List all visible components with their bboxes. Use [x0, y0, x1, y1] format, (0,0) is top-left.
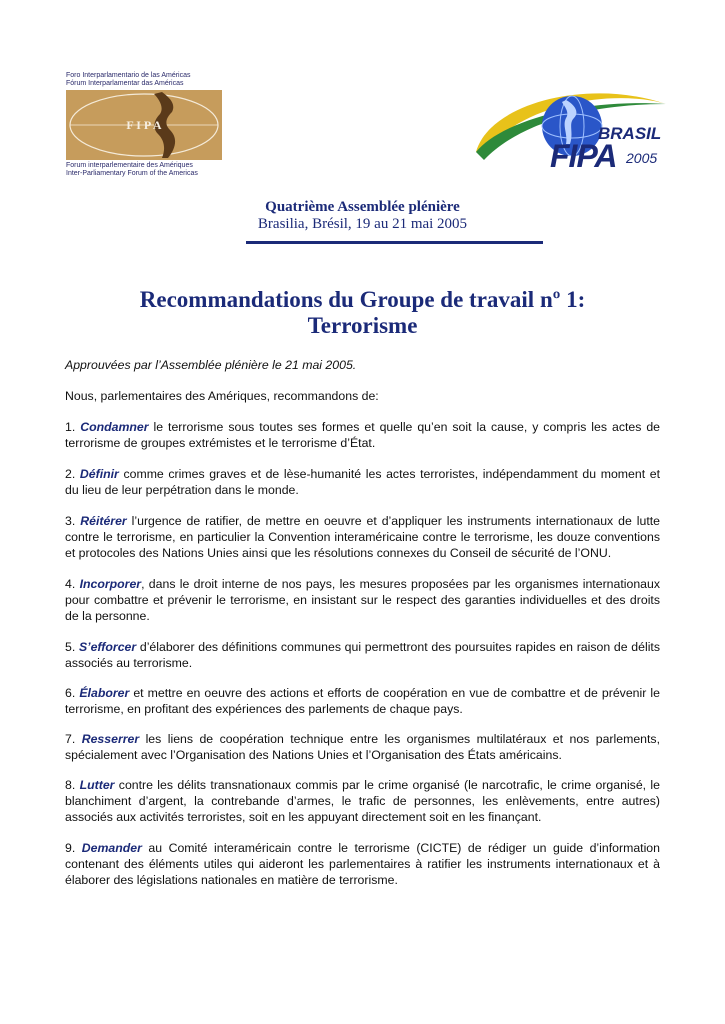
- item-verb: Demander: [81, 841, 142, 855]
- document-title-line-1: Recommandations du Groupe de travail nº 1:: [139, 287, 586, 312]
- item-number: 7.: [65, 732, 76, 746]
- recommendation-item-2: [65, 466, 660, 498]
- item-text: comme crimes graves et de lèse-humanité les actes terroristes, indépendamment du moment et du lieu de leur perpétration dans le monde.: [65, 467, 660, 497]
- document-title-line-2: Terrorisme: [307, 313, 418, 338]
- item-verb: Élaborer: [79, 686, 130, 700]
- item-verb: Réitérer: [80, 514, 127, 528]
- item-text: le terrorisme sous toutes ses formes et quelle qu’en soit la cause, y compris les actes de terrorisme de groupes extrémistes et le terrorisme d’État.: [65, 420, 661, 450]
- item-verb: Resserrer: [81, 732, 140, 746]
- recommendation-item-3: [65, 513, 660, 561]
- recommendation-item-8: [65, 777, 660, 825]
- item-number: 8.: [65, 778, 76, 792]
- logo-year-text: 2005: [626, 150, 658, 166]
- americas-map-emblem: [66, 90, 222, 160]
- assembly-name: Quatrième Assemblée plénière: [265, 199, 460, 215]
- item-number: 1.: [65, 420, 76, 434]
- item-verb: Définir: [79, 467, 119, 481]
- logo-bottom-line-1: Forum interparlementaire des Amériques: [66, 162, 193, 169]
- item-number: 9.: [65, 841, 76, 855]
- recommendation-item-7: [65, 731, 660, 763]
- fipa-logo-left: [66, 72, 226, 182]
- recommendation-item-6: [65, 685, 660, 717]
- item-verb: Incorporer: [79, 577, 142, 591]
- logo-bottom-line-2: Inter-Parliamentary Forum of the Americas: [66, 170, 198, 177]
- item-text: l’urgence de ratifier, de mettre en oeuvre et d’appliquer les instruments internationaux de lutte contre le terrorisme, en particulier la Convention interaméricaine contre le terrorisme, les douze conventions et protocoles des Nations Unies ainsi que les résolutions connexes du Conseil de sécurité de l’ONU.: [65, 514, 661, 560]
- item-text: au Comité interaméricain contre le terrorisme (CICTE) de rédiger un guide d’information contenant des éléments utiles qui aideront les parlementaires à ratifier les instruments internationaux et à élaborer des législations nationales en matière de terrorisme.: [65, 841, 660, 887]
- item-text: et mettre en oeuvre des actions et efforts de coopération en vue de combattre et de prévenir le terrorisme, en profitant des expériences des parlements de chaque pays.: [65, 686, 660, 716]
- item-number: 6.: [65, 686, 76, 700]
- header-divider: [246, 241, 543, 244]
- item-text: contre les délits transnationaux commis par le crime organisé (le narcotrafic, le crime organisé, le blanchiment d’argent, la contrebande d’armes, le trafic de personnes, les enlèvements, entre autres) associés aux activités terroristes, soit en les appuyant directement soit en les finançant.: [65, 778, 660, 824]
- item-text: les liens de coopération technique entre les organismes multilatéraux et nos parlements, spécialement avec l’Organisation des Nations Unies et l’Organisation des États américains.: [65, 732, 660, 762]
- approval-note: Approuvées par l’Assemblée plénière le 21 mai 2005.: [65, 358, 357, 372]
- item-number: 2.: [65, 467, 76, 481]
- item-verb: S’efforcer: [78, 640, 137, 654]
- item-number: 3.: [65, 514, 76, 528]
- fipa-brasil-logo: [470, 82, 670, 182]
- recommendation-item-4: [65, 576, 660, 624]
- logo-top-line-1: Foro Interparlamentario de las Américas: [66, 72, 191, 79]
- recommendation-item-1: [65, 419, 660, 451]
- recommendation-item-5: [65, 639, 660, 671]
- item-verb: Lutter: [79, 778, 115, 792]
- logo-brasil-text: BRASIL: [598, 124, 662, 143]
- item-verb: Condamner: [80, 420, 149, 434]
- intro-paragraph: Nous, parlementaires des Amériques, recommandons de:: [65, 389, 379, 403]
- recommendation-item-9: [65, 840, 660, 888]
- americas-map-icon: [66, 90, 222, 160]
- item-text: , dans le droit interne de nos pays, les mesures proposées par les organismes internationaux pour combattre et prévenir le terrorisme, en insistant sur le respect des garanties individuelles et des droits de la personne.: [65, 577, 660, 623]
- logo-fipa-text: FIPA: [550, 138, 617, 174]
- item-number: 4.: [65, 577, 76, 591]
- logo-top-line-2: Fórum Interparlamentar das Américas: [66, 80, 184, 87]
- item-text: d’élaborer des définitions communes qui permettront des poursuites rapides en raison de délits associés au terrorisme.: [65, 640, 660, 670]
- logo-emblem-text: F I P A: [126, 118, 162, 132]
- assembly-place-date: Brasilia, Brésil, 19 au 21 mai 2005: [257, 216, 468, 232]
- item-number: 5.: [65, 640, 76, 654]
